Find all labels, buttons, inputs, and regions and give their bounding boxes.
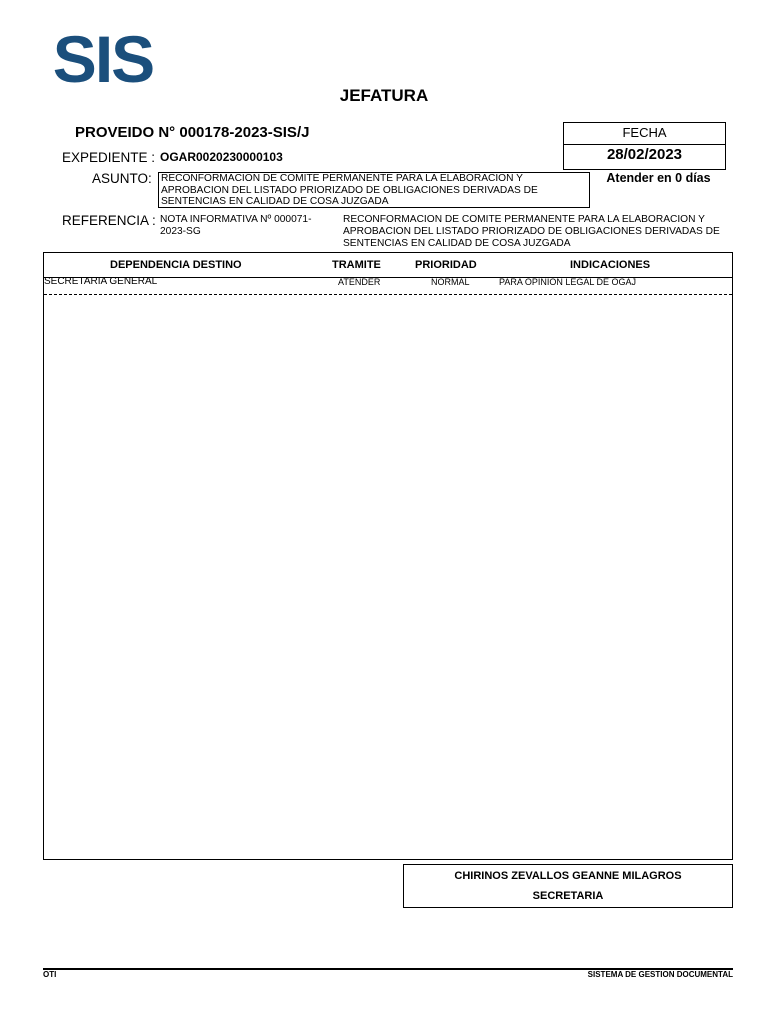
page-title: JEFATURA [339, 86, 429, 105]
cell-dependencia: SECRETARIA GENERAL [44, 276, 158, 287]
footer-left: OTI [43, 970, 57, 979]
footer-right: SISTEMA DE GESTION DOCUMENTAL [587, 970, 733, 979]
sis-logo [42, 30, 164, 86]
signer-name: CHIRINOS ZEVALLOS GEANNE MILAGROS [454, 870, 682, 882]
asunto-label: ASUNTO: [92, 171, 152, 186]
signer-role: SECRETARIA [532, 890, 604, 902]
header-tramite: TRAMITE [332, 259, 381, 271]
fecha-box [563, 122, 726, 170]
fecha-label: FECHA [622, 125, 667, 140]
referencia-label: REFERENCIA : [62, 213, 156, 228]
header-indicaciones: INDICACIONES [570, 259, 651, 271]
asunto-text: RECONFORMACION DE COMITE PERMANENTE PARA LA ELABORACION Y APROBACION DEL LISTADO PRIORIZADO DE OBLIGACIONES DERIVADAS DE SENTENCIAS EN CALIDAD DE COSA JUZGADA [158, 172, 590, 208]
referencia-descripcion: RECONFORMACION DE COMITE PERMANENTE PARA LA ELABORACION Y APROBACION DEL LISTADO PRIORIZADO DE OBLIGACIONES DERIVADAS DE SENTENCIAS EN CALIDAD DE COSA JUZGADA [343, 214, 720, 249]
sis-logo-text: SIS [52, 30, 154, 86]
proveido-number: PROVEIDO N° 000178-2023-SIS/J [75, 124, 310, 141]
destination-table [43, 252, 733, 860]
header-prioridad: PRIORIDAD [415, 259, 477, 271]
header-dependencia: DEPENDENCIA DESTINO [110, 259, 242, 271]
row-divider [44, 294, 732, 295]
cell-tramite: ATENDER [338, 277, 381, 287]
signature-box [403, 864, 733, 908]
expediente-label: EXPEDIENTE : [62, 150, 156, 165]
cell-indicaciones: PARA OPINION LEGAL DE OGAJ [499, 277, 637, 287]
fecha-value: 28/02/2023 [606, 146, 683, 163]
cell-prioridad: NORMAL [431, 277, 470, 287]
referencia-documento: NOTA INFORMATIVA Nº 000071-2023-SG [160, 214, 312, 237]
expediente-value: OGAR0020230000103 [160, 150, 283, 164]
fecha-divider [564, 144, 725, 145]
atender-days: Atender en 0 días [606, 171, 711, 185]
